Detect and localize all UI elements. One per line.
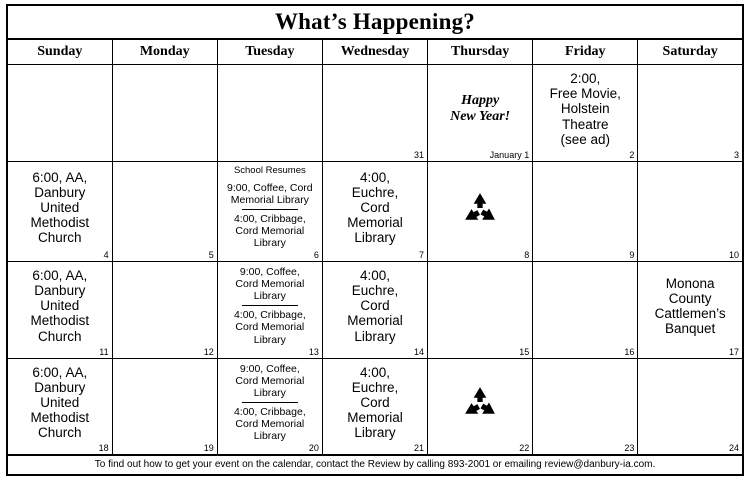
day-cell-content xyxy=(8,262,112,357)
day-cell-content xyxy=(533,162,637,261)
event-text: 4:00, Euchre, Cord Memorial Library xyxy=(347,169,403,246)
day-cell-content xyxy=(8,162,112,261)
event-text: 9:00, Coffee, Cord Memorial Library xyxy=(235,362,305,399)
calendar-day-cell[interactable] xyxy=(7,262,112,358)
event-divider xyxy=(242,305,298,306)
day-number: 3 xyxy=(733,150,739,160)
calendar-day-cell[interactable] xyxy=(322,162,427,262)
event-text: 4:00, Cribbage, Cord Memorial Library xyxy=(233,213,306,250)
calendar-day-cell[interactable] xyxy=(428,65,533,162)
page-title: What’s Happening? xyxy=(274,9,475,34)
day-cell-content xyxy=(533,359,637,454)
event-text: 6:00, AA, Danbury United Methodist Church xyxy=(30,364,90,440)
weekday-header-thursday: Thursday xyxy=(428,39,533,65)
recycle-icon xyxy=(463,386,497,418)
day-number: 11 xyxy=(99,346,109,357)
calendar-day-cell[interactable] xyxy=(112,65,217,162)
event-text: Happy New Year! xyxy=(450,92,511,124)
day-cell-content xyxy=(323,359,427,454)
event-divider xyxy=(242,209,298,210)
calendar-table xyxy=(6,38,744,456)
calendar-day-cell[interactable] xyxy=(7,358,112,455)
day-number: 19 xyxy=(203,442,214,453)
day-cell-content xyxy=(323,65,427,161)
calendar-day-cell[interactable] xyxy=(7,162,112,262)
day-number: 20 xyxy=(308,442,319,453)
weekday-header-sunday: Sunday xyxy=(7,39,112,65)
day-number: 8 xyxy=(524,250,530,261)
day-number: January 1 xyxy=(489,150,530,160)
weekday-header-row xyxy=(7,39,743,65)
day-number: 9 xyxy=(629,250,635,261)
weekday-header-saturday: Saturday xyxy=(638,39,743,65)
calendar-week-row xyxy=(7,262,743,358)
day-cell-content xyxy=(113,162,217,261)
calendar-footer xyxy=(6,456,744,476)
day-cell-content xyxy=(638,262,742,357)
day-number: 12 xyxy=(203,346,214,357)
calendar-day-cell[interactable] xyxy=(638,65,743,162)
weekday-header-monday: Monday xyxy=(112,39,217,65)
day-number: 4 xyxy=(103,250,109,261)
day-cell-content xyxy=(113,359,217,454)
event-text: Monona County Cattlemen’s Banquet xyxy=(654,275,726,337)
day-cell-content xyxy=(638,162,742,261)
day-number: 23 xyxy=(624,442,635,453)
calendar-day-cell[interactable] xyxy=(638,162,743,262)
calendar-day-cell[interactable] xyxy=(322,262,427,358)
day-cell-content xyxy=(533,65,637,161)
day-number: 2 xyxy=(629,150,635,160)
calendar-day-cell[interactable] xyxy=(7,65,112,162)
day-number: 22 xyxy=(519,442,530,453)
day-number: 21 xyxy=(414,442,425,453)
day-number: 24 xyxy=(728,442,739,453)
calendar-day-cell[interactable] xyxy=(322,65,427,162)
day-cell-content xyxy=(218,162,322,261)
day-cell-content xyxy=(113,262,217,357)
footer-text: To find out how to get your event on the calendar, contact the Review by calling 893-2001 or emailing review@danbury-ia.com. xyxy=(94,459,656,471)
calendar-day-cell[interactable] xyxy=(533,162,638,262)
calendar-week-row xyxy=(7,65,743,162)
day-cell-content xyxy=(428,65,532,161)
event-text: 4:00, Cribbage, Cord Memorial Library xyxy=(233,405,306,442)
calendar-day-cell[interactable] xyxy=(638,262,743,358)
day-number: 14 xyxy=(414,346,425,357)
day-number: 18 xyxy=(98,442,109,453)
event-text: 6:00, AA, Danbury United Methodist Church xyxy=(30,169,90,246)
calendar-day-cell[interactable] xyxy=(533,358,638,455)
event-text: 9:00, Coffee, Cord Memorial Library xyxy=(235,266,305,303)
calendar-day-cell[interactable] xyxy=(112,358,217,455)
event-text: 4:00, Euchre, Cord Memorial Library xyxy=(347,268,403,344)
day-cell-content xyxy=(638,65,742,161)
calendar-day-cell[interactable] xyxy=(638,358,743,455)
calendar-day-cell[interactable] xyxy=(112,262,217,358)
event-text: School Resumes xyxy=(233,165,306,176)
day-number: 16 xyxy=(624,346,635,357)
day-cell-content xyxy=(218,359,322,454)
event-divider xyxy=(242,402,298,403)
calendar-day-cell[interactable] xyxy=(217,65,322,162)
day-cell-content xyxy=(428,359,532,454)
day-number: 15 xyxy=(519,346,530,357)
day-cell-content xyxy=(638,359,742,454)
event-text: 4:00, Euchre, Cord Memorial Library xyxy=(347,364,403,440)
day-number: 6 xyxy=(313,250,319,261)
calendar-day-cell[interactable] xyxy=(428,162,533,262)
day-number: 5 xyxy=(208,250,214,261)
calendar-body xyxy=(7,65,743,455)
day-cell-content xyxy=(218,262,322,357)
day-cell-content xyxy=(113,65,217,161)
day-number: 13 xyxy=(308,346,319,357)
day-cell-content xyxy=(323,162,427,261)
day-cell-content xyxy=(218,65,322,161)
calendar-week-row xyxy=(7,358,743,455)
calendar-week-row xyxy=(7,162,743,262)
calendar-day-cell[interactable] xyxy=(217,358,322,455)
day-number: 17 xyxy=(728,346,739,357)
day-cell-content xyxy=(428,162,532,261)
weekday-header-wednesday: Wednesday xyxy=(322,39,427,65)
day-cell-content xyxy=(8,65,112,161)
day-cell-content xyxy=(533,262,637,357)
event-text: 4:00, Cribbage, Cord Memorial Library xyxy=(233,309,306,346)
page-title-bar xyxy=(6,4,744,38)
calendar-day-cell[interactable] xyxy=(428,262,533,358)
weekday-header-friday: Friday xyxy=(533,39,638,65)
event-text: 2:00, Free Movie, Holstein Theatre (see ad) xyxy=(549,71,621,147)
calendar-day-cell[interactable] xyxy=(428,358,533,455)
calendar-day-cell[interactable] xyxy=(217,162,322,262)
day-number: 10 xyxy=(728,250,739,261)
day-number: 7 xyxy=(419,250,425,261)
day-number: 31 xyxy=(414,150,425,160)
calendar-day-cell[interactable] xyxy=(322,358,427,455)
event-text: 9:00, Coffee, Cord Memorial Library xyxy=(227,181,313,206)
day-cell-content xyxy=(8,359,112,454)
calendar-day-cell[interactable] xyxy=(533,65,638,162)
day-cell-content xyxy=(428,262,532,357)
calendar-day-cell[interactable] xyxy=(533,262,638,358)
event-text: 6:00, AA, Danbury United Methodist Church xyxy=(30,268,90,344)
recycle-icon xyxy=(463,192,497,224)
weekday-header-tuesday: Tuesday xyxy=(217,39,322,65)
calendar-day-cell[interactable] xyxy=(217,262,322,358)
day-cell-content xyxy=(323,262,427,357)
calendar-day-cell[interactable] xyxy=(112,162,217,262)
